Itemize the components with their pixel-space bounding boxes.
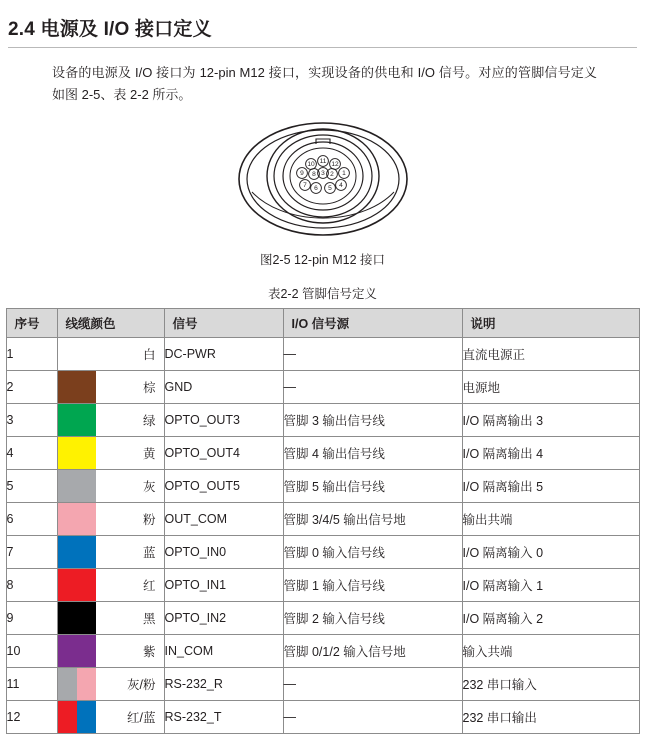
header-wire-color: 线缆颜色 (57, 309, 164, 338)
cell-wire-color (57, 371, 164, 404)
header-signal: 信号 (164, 309, 283, 338)
wire-color-swatch (58, 536, 96, 568)
svg-text:10: 10 (306, 161, 315, 168)
heading-divider (8, 47, 637, 48)
cell-io-source: 管脚 3/4/5 输出信号地 (283, 503, 462, 536)
cell-no: 1 (6, 338, 57, 371)
cell-wire-color (57, 470, 164, 503)
wire-color-label: 红/蓝 (127, 711, 156, 725)
wire-color-swatch (58, 338, 96, 370)
cell-description: I/O 隔离输出 3 (462, 404, 639, 437)
cell-io-source: 管脚 3 输出信号线 (283, 404, 462, 437)
wire-color-swatch (58, 437, 96, 469)
table-row (6, 404, 639, 437)
cell-wire-color (57, 602, 164, 635)
cell-no: 7 (6, 536, 57, 569)
table-row (6, 701, 639, 734)
svg-text:3: 3 (320, 170, 325, 177)
cell-wire-color (57, 503, 164, 536)
wire-color-label: 灰/粉 (127, 678, 156, 692)
wire-color-swatch (58, 569, 96, 601)
svg-text:8: 8 (311, 171, 316, 178)
svg-text:2: 2 (329, 171, 334, 178)
cell-no: 12 (6, 701, 57, 734)
cell-io-source: — (283, 701, 462, 734)
table-row (6, 503, 639, 536)
cell-no: 11 (6, 668, 57, 701)
table-row (6, 470, 639, 503)
wire-color-label: 白 (142, 348, 156, 362)
cell-description: 直流电源正 (462, 338, 639, 371)
cell-io-source: 管脚 1 输入信号线 (283, 569, 462, 602)
section-paragraph: 设备的电源及 I/O 接口为 12-pin M12 接口，实现设备的供电和 I/O 信号。对应的管脚信号定义如图 2-5、表 2-2 所示。 (52, 65, 597, 102)
cell-no: 4 (6, 437, 57, 470)
table-row (6, 635, 639, 668)
wire-color-swatch (58, 701, 96, 733)
cell-wire-color (57, 437, 164, 470)
cell-no: 6 (6, 503, 57, 536)
wire-color-label: 红 (142, 579, 156, 593)
svg-text:12: 12 (330, 161, 339, 168)
table-row (6, 371, 639, 404)
wire-color-label: 黑 (142, 612, 156, 626)
cell-io-source: 管脚 0 输入信号线 (283, 536, 462, 569)
wire-color-label: 紫 (142, 645, 156, 659)
cell-signal: OPTO_IN2 (164, 602, 283, 635)
cell-description: I/O 隔离输入 0 (462, 536, 639, 569)
header-io-source: I/O 信号源 (283, 309, 462, 338)
cell-wire-color (57, 404, 164, 437)
header-description: 说明 (462, 309, 639, 338)
table-row (6, 602, 639, 635)
wire-color-label: 粉 (142, 513, 156, 527)
cell-no: 8 (6, 569, 57, 602)
cell-io-source: — (283, 338, 462, 371)
wire-color-swatch (58, 470, 96, 502)
svg-text:4: 4 (338, 182, 343, 189)
wire-color-label: 绿 (142, 414, 156, 428)
figure-caption: 图2-5 12-pin M12 接口 (259, 253, 386, 267)
table-row (6, 536, 639, 569)
connector-figure (0, 120, 645, 238)
svg-text:6: 6 (313, 185, 318, 192)
cell-description: 输出共端 (462, 503, 639, 536)
cell-description: 232 串口输入 (462, 668, 639, 701)
cell-signal: OPTO_IN0 (164, 536, 283, 569)
wire-color-label: 棕 (142, 381, 156, 395)
wire-color-label: 灰 (142, 480, 156, 494)
cell-signal: OPTO_IN1 (164, 569, 283, 602)
header-no: 序号 (6, 309, 57, 338)
table-body (6, 338, 639, 734)
svg-text:7: 7 (302, 182, 307, 189)
cell-wire-color (57, 338, 164, 371)
cell-wire-color (57, 701, 164, 734)
cell-description: I/O 隔离输出 4 (462, 437, 639, 470)
cell-no: 2 (6, 371, 57, 404)
cell-signal: OPTO_OUT3 (164, 404, 283, 437)
cell-io-source: 管脚 0/1/2 输入信号地 (283, 635, 462, 668)
cell-signal: OPTO_OUT5 (164, 470, 283, 503)
connector-illustration (238, 120, 408, 238)
cell-io-source: 管脚 5 输出信号线 (283, 470, 462, 503)
cell-signal: IN_COM (164, 635, 283, 668)
m12-connector-drawing (238, 120, 408, 238)
table-row (6, 437, 639, 470)
cell-signal: RS-232_R (164, 668, 283, 701)
cell-no: 3 (6, 404, 57, 437)
cell-description: 232 串口输出 (462, 701, 639, 734)
section-heading: 2.4 电源及 I/O 接口定义 (8, 19, 212, 40)
table-row (6, 668, 639, 701)
cell-signal: OPTO_OUT4 (164, 437, 283, 470)
cell-wire-color (57, 668, 164, 701)
table-caption: 表2-2 管脚信号定义 (267, 287, 378, 301)
cell-io-source: — (283, 371, 462, 404)
cell-io-source: 管脚 2 输入信号线 (283, 602, 462, 635)
svg-text:11: 11 (319, 158, 326, 165)
cell-signal: GND (164, 371, 283, 404)
cell-wire-color (57, 569, 164, 602)
wire-color-swatch (58, 668, 96, 700)
wire-color-swatch (58, 404, 96, 436)
cell-io-source: — (283, 668, 462, 701)
cell-io-source: 管脚 4 输出信号线 (283, 437, 462, 470)
cell-no: 9 (6, 602, 57, 635)
cell-description: I/O 隔离输出 5 (462, 470, 639, 503)
table-row (6, 338, 639, 371)
wire-color-label: 黄 (142, 447, 156, 461)
table-row (6, 569, 639, 602)
cell-description: I/O 隔离输入 2 (462, 602, 639, 635)
svg-text:9: 9 (299, 170, 304, 177)
cell-signal: RS-232_T (164, 701, 283, 734)
svg-text:1: 1 (341, 170, 346, 177)
cell-description: I/O 隔离输入 1 (462, 569, 639, 602)
cell-no: 10 (6, 635, 57, 668)
cell-signal: OUT_COM (164, 503, 283, 536)
wire-color-swatch (58, 635, 96, 667)
wire-color-swatch (58, 503, 96, 535)
wire-color-label: 蓝 (142, 546, 156, 560)
cell-description: 输入共端 (462, 635, 639, 668)
cell-wire-color (57, 536, 164, 569)
cell-signal: DC-PWR (164, 338, 283, 371)
wire-color-swatch (58, 602, 96, 634)
cell-wire-color (57, 635, 164, 668)
cell-no: 5 (6, 470, 57, 503)
svg-text:5: 5 (327, 185, 332, 192)
pin-definition-table (6, 308, 640, 734)
wire-color-swatch (58, 371, 96, 403)
cell-description: 电源地 (462, 371, 639, 404)
table-header-row (6, 309, 639, 338)
